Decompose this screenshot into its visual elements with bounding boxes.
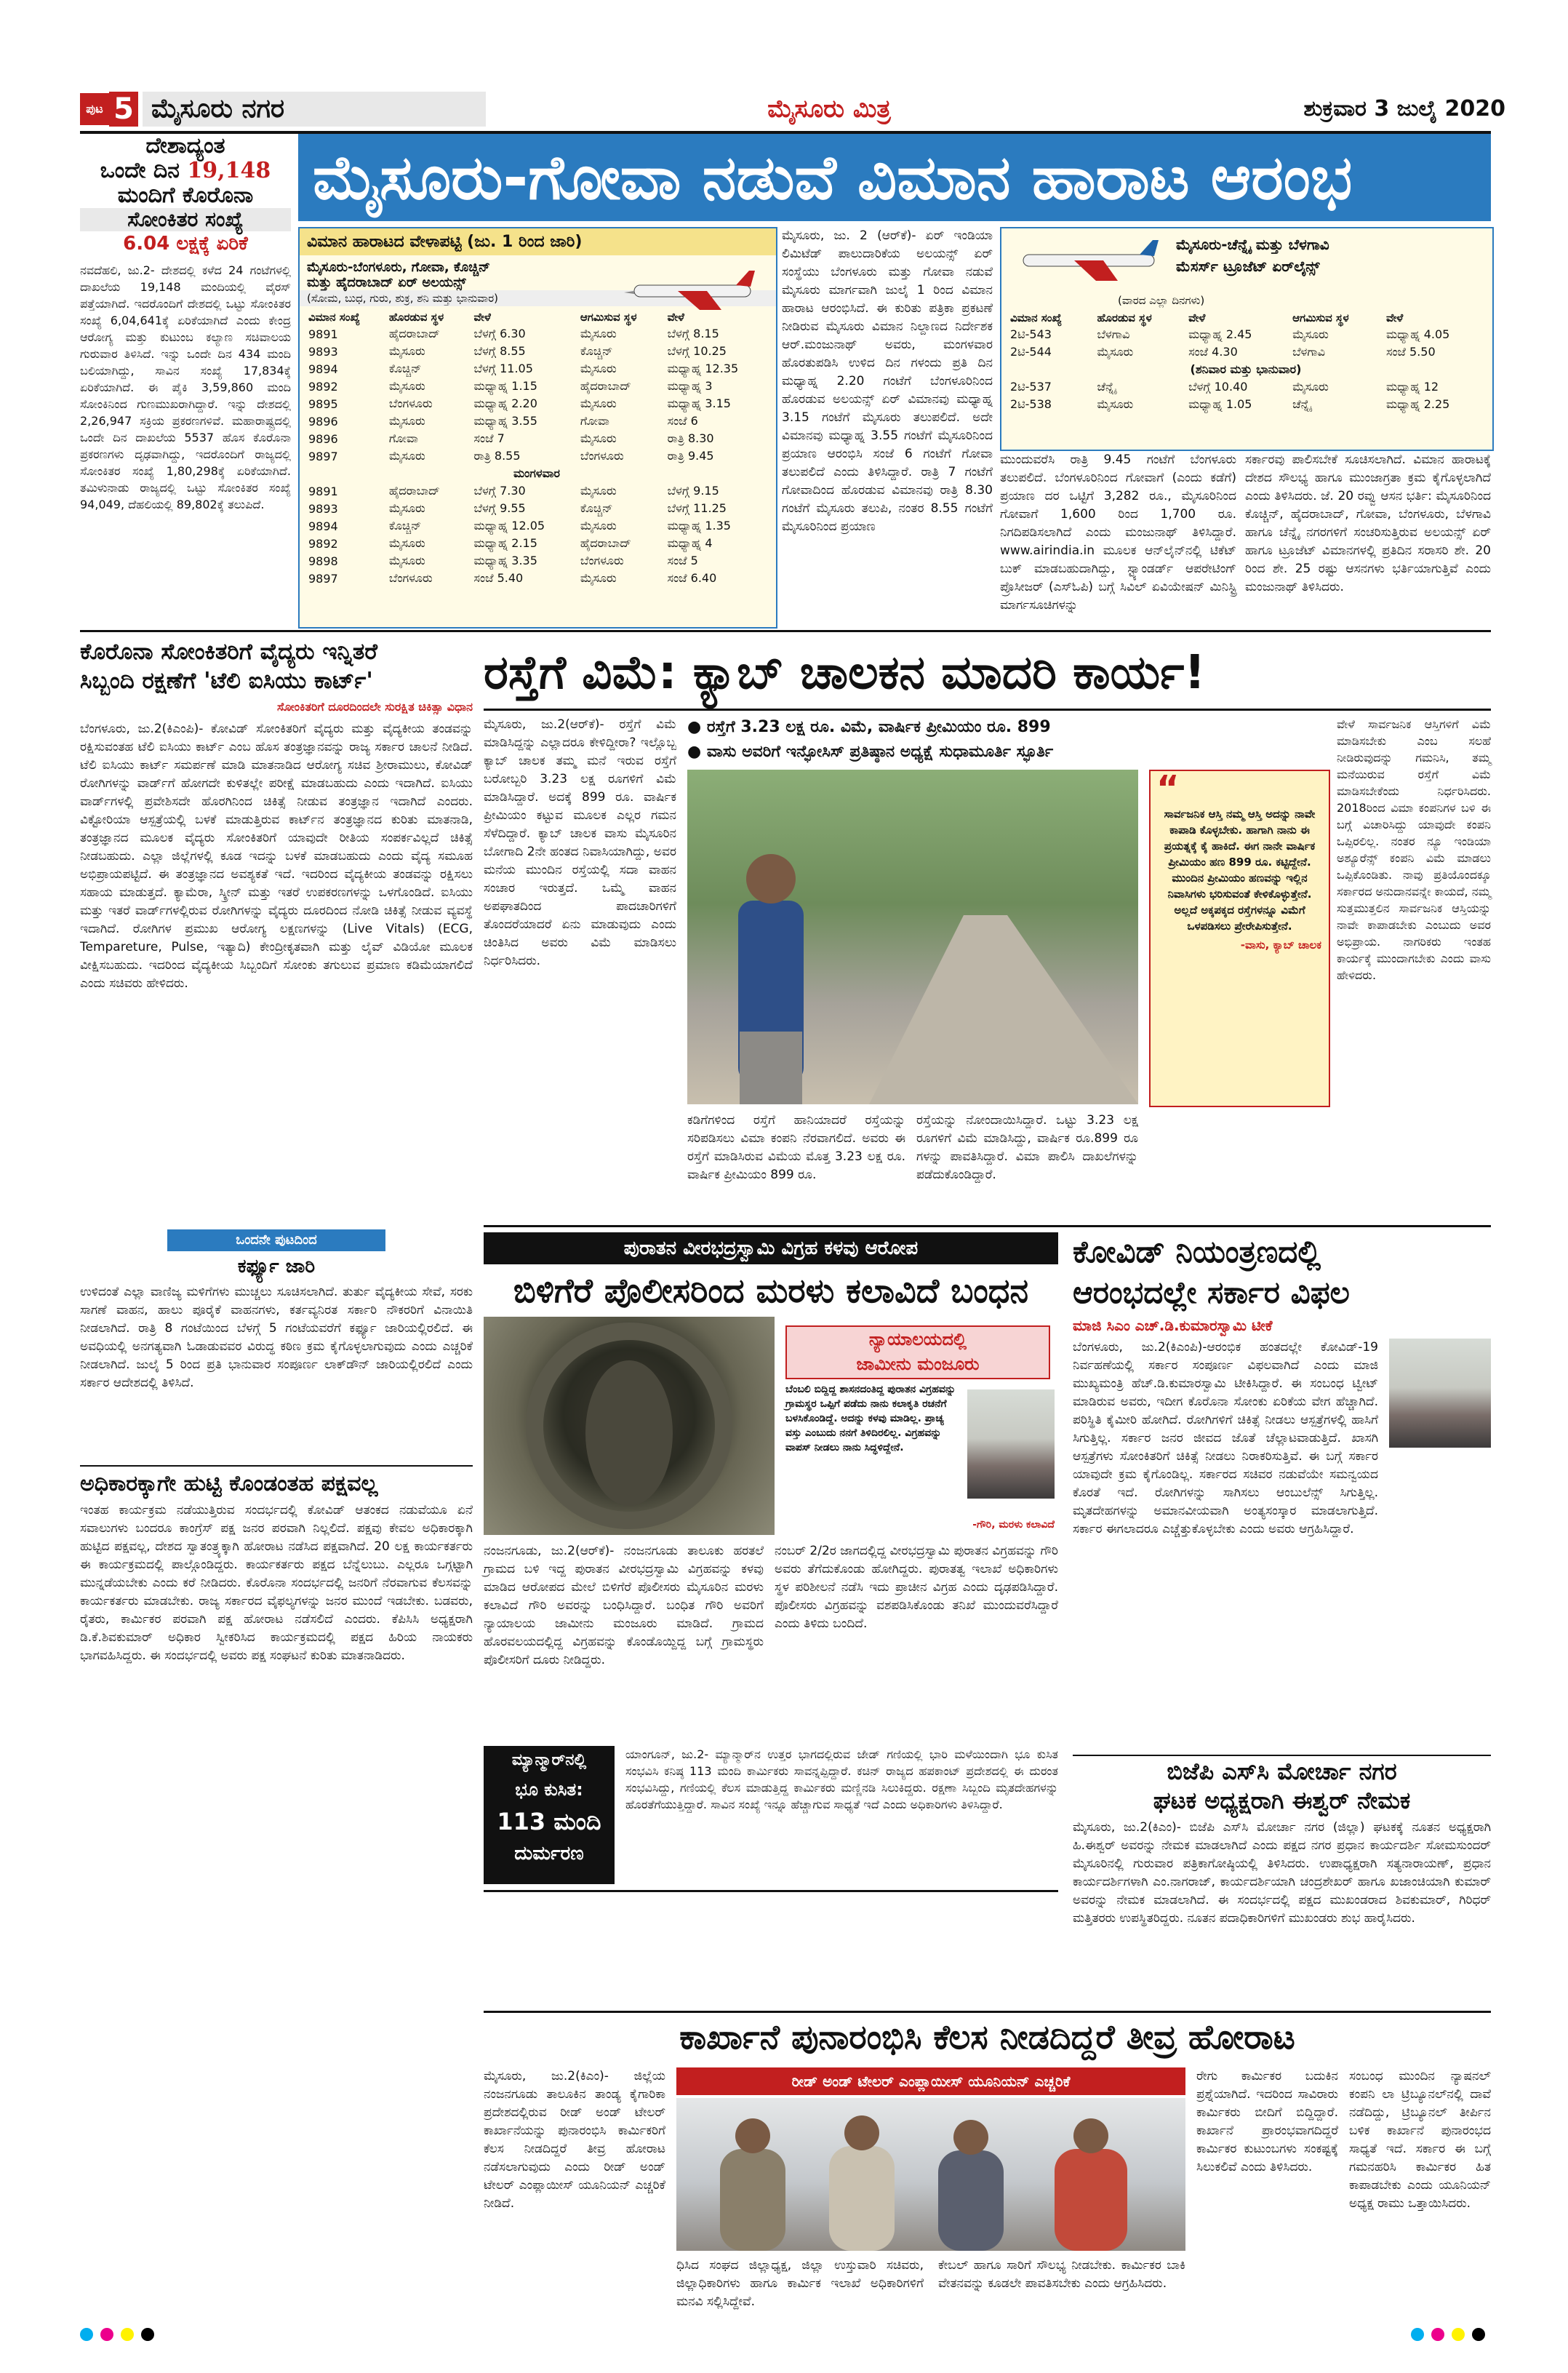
table-row [304,430,769,447]
table-cell: ಬೆಳಗ್ಗೆ 6.30 [473,327,526,340]
chennai-title-2: ಮೆಸರ್ಸ್ ಟ್ರೂಜೆಟ್ ಏರ್‌ಲೈನ್ಸ್ [1176,258,1320,275]
table-cell: 9891 [308,484,338,498]
idol-photo [484,1317,775,1535]
table-cell: 9897 [308,449,338,463]
table-cell: ಬೆಳಗ್ಗೆ 7.30 [473,484,526,498]
court-badge-1: ನ್ಯಾಯಾಲಯದಲ್ಲಿ [868,1329,967,1349]
table-row [304,343,769,360]
table-cell: ಮಧ್ಯಾಹ್ನ 3.55 [473,414,537,428]
health-headline-2: ಸಿಬ್ಬಂದಿ ರಕ್ಷಣೆಗೆ 'ಟೆಲಿ ಐಸಿಯು ಕಾರ್ಟ್' [80,668,373,694]
factory-col-left: ಮೈಸೂರು, ಜು.2(ಕಿಎಂ)- ಜಿಲ್ಲೆಯ ನಂಜನಗೂಡು ತಾಲೂಕಿನ ತಾಂಡ್ಯ ಕೈಗಾರಿಕಾ ಪ್ರದೇಶದಲ್ಲಿರುವ ರೀಡ್ ಅಂಡ್ ಟೇಲರ್ ಕಾರ್ಖಾನೆಯನ್ನು ಪುನಾರಂಭಿಸಿ ಕಾರ್ಮಿಕರಿಗೆ ಕೆಲಸ ನೀಡದಿದ್ದರೆ ತೀವ್ರ ಹೋರಾಟ ನಡೆಸಲಾಗುವುದು ಎಂದು ರೀಡ್ ಅಂಡ್ ಟೇಲರ್ ಎಂಪ್ಲಾಯೀಸ್ ಯೂನಿಯನ್ ಎಚ್ಚರಿಕೆ ನೀಡಿದೆ. [484,2069,665,2211]
paper-name: ಮೈಸೂರು ಮಿತ್ರ [767,95,891,124]
cab-bullet-1 [687,716,1327,739]
table-row [1006,343,1486,361]
cab-bullet-2 [687,741,1327,764]
table-cell: ಮಧ್ಯಾಹ್ನ 3.15 [667,396,731,410]
court-badge [785,1325,1050,1379]
road-illustration [687,770,1138,1104]
table-cell: ಕೊಚ್ಚಿನ್ [580,344,613,358]
idol-body-2: ನಂಬರ್ 2/2ರ ಜಾಗದಲ್ಲಿದ್ದ ವೀರಭದ್ರಸ್ವಾಮಿ ಪುರಾತನ ವಿಗ್ರಹವನ್ನು ಗೌರಿ ಅವರು ತೆಗೆದುಕೊಂಡು ಹೋಗಿದ್ದರು. ಪುರಾತತ್ವ ಇಲಾಖೆ ಅಧಿಕಾರಿಗಳು ಸ್ಥಳ ಪರಿಶೀಲನೆ ನಡೆಸಿ ಇದು ಪ್ರಾಚೀನ ವಿಗ್ರಹ ಎಂದು ದೃಢಪಡಿಸಿದ್ದಾರೆ. ಪೊಲೀಸರು ವಿಗ್ರಹವನ್ನು ವಶಪಡಿಸಿಕೊಂಡು ತನಿಖೆ ಮುಂದುವರೆಸಿದ್ದಾರೆ ಎಂದು ತಿಳಿದು ಬಂದಿದೆ. [775,1544,1058,1631]
table-cell: ಮೈಸೂರು [388,344,425,358]
bjp-headline-1: ಬಿಜೆಪಿ ಎಸ್‌ಸಿ ಮೋರ್ಚಾ ನಗರ [1073,1755,1491,1787]
table-header-row [1006,310,1486,326]
goa-schedule-table [304,309,769,587]
myanmar-box [484,1746,615,1884]
magenta-dot [1431,2328,1444,2341]
health-body: ಬೆಂಗಳೂರು, ಜು.2(ಕಿಎಂಪಿ)- ಕೋವಿಡ್ ಸೋಂಕಿತರಿಗೆ ವೈದ್ಯರು ಮತ್ತು ವೈದ್ಯಕೀಯ ತಂಡವನ್ನು ರಕ್ಷಿಸುವಂತಹ ಟೆಲಿ ಐಸಿಯು ಕಾರ್ಟ್ ಎಂಬ ಹೊಸ ತಂತ್ರಜ್ಞಾನವನ್ನು ರಾಜ್ಯ ಸರ್ಕಾರ ಚಾಲನೆ ನೀಡಿದೆ. ಟೆಲಿ ಐಸಿಯು ಕಾರ್ಟ್ ಸಮರ್ಪಣೆ ಮಾಡಿ ಮಾತನಾಡಿದ ಆರೋಗ್ಯ ಸಚಿವ ಶ್ರೀರಾಮುಲು, ಕೋವಿಡ್ ರೋಗಿಗಳನ್ನು ವಾರ್ಡ್‌ಗೆ ಹೋಗದೇ ಕುಳಿತಲ್ಲೇ ಪರೀಕ್ಷೆ ಮಾಡಬಹುದು ಎಂದು ಇದಾಗಿದೆ. ಐಸಿಯು ವಾರ್ಡ್‌ಗಳಲ್ಲಿ ಪ್ರವೇಶಿಸದೇ ಹೊರಗಿನಿಂದ ಚಿಕಿತ್ಸೆ ನೀಡುವ ತಂತ್ರಜ್ಞಾನ ಇದಾಗಿದೆ ಎಂದರು. ವಿಕ್ಟೋರಿಯಾ ಆಸ್ಪತ್ರೆಯಲ್ಲಿ ಬಳಕೆ ಮಾಡುತ್ತಿರುವ ಕಾರ್ಟ್‌ನ ತಂತ್ರಜ್ಞಾನದ ಕುರಿತು ಮಾತನಾಡಿ, ತಂತ್ರಜ್ಞಾನದ ಮೂಲಕ ವೈದ್ಯರು ಸೋಂಕಿತರಿಗೆ ಯಾವುದೇ ರೀತಿಯ ಸಂಪರ್ಕವಿಲ್ಲದೆ ಚಿಕಿತ್ಸೆ ನೀಡಬಹುದು. ಎಲ್ಲಾ ಜಿಲ್ಲೆಗಳಲ್ಲಿ ಕೂಡ ಇದನ್ನು ಬಳಕೆ ಮಾಡಬಹುದು ಎಂದು ವೈದ್ಯ ಸಮೂಹ ಅಭಿಪ್ರಾಯಪಟ್ಟಿದೆ. ಈ ತಂತ್ರಜ್ಞಾನದ ಅವಶ್ಯಕತೆ ಇದೆ. ಇದರಿಂದ ವೈದ್ಯಕೀಯ ತಂಡವನ್ನು ರಕ್ಷಿಸಲು ಸಹಾಯ ಮಾಡುತ್ತದೆ. ಕ್ಯಾಮೆರಾ, ಸ್ಕ್ರೀನ್ ಮತ್ತು ಇತರೆ ಉಪಕರಣಗಳನ್ನು ಒಳಗೊಂಡಿದೆ. ಐಸಿಯು ಮತ್ತು ಇತರೆ ವಾರ್ಡ್‌ಗಳಲ್ಲಿರುವ ರೋಗಿಗಳನ್ನು ವೈದ್ಯರು ದೂರದಿಂದ ನೋಡಿ ಚಿಕಿತ್ಸೆ ನೀಡುವ ವ್ಯವಸ್ಥೆ ಇದಾಗಿದೆ. ರೋಗಿಗಳ ಪ್ರಮುಖ ಆರೋಗ್ಯ ಲಕ್ಷಣಗಳನ್ನು (Live Vitals) (ECG, Tempareture, Pulse, ಇತ್ಯಾದಿ) ಕೇಂದ್ರೀಕೃತವಾಗಿ ಮತ್ತು ಲೈವ್ ವಿಡಿಯೋ ಮೂಲಕ ವೀಕ್ಷಿಸಬಹುದು. ಇದರಿಂದ ವೈದ್ಯಕೀಯ ಸಿಬ್ಬಂದಿಗೆ ಸೋಂಕು ತಗುಲುವ ಪ್ರಮಾಣ ಕಡಿಮೆಯಾಗಲಿದೆ ಎಂದು ಸಚಿವರು ಹೇಳಿದರು. [80,722,473,991]
table-cell: ಕೊಚ್ಚಿನ್ [388,362,422,375]
myanmar-line-3: 113 ಮಂದಿ [497,1808,601,1835]
chennai-days: (ವಾರದ ಎಲ್ಲಾ ದಿನಗಳು) [1118,294,1205,307]
cab-quote-text: ಸಾರ್ವಜನಿಕ ಆಸ್ತಿ ನಮ್ಮ ಆಸ್ತಿ ಅದನ್ನು ನಾವೇ ಕಾಪಾಡಿ ಕೊಳ್ಳಬೇಕು. ಹಾಗಾಗಿ ನಾನು ಈ ಪ್ರಯತ್ನಕ್ಕೆ ಕೈ ಹಾಕಿದೆ. ಈಗ ನಾನೇ ವಾರ್ಷಿಕ ಪ್ರೀಮಿಯಂ ಹಣ 899 ರೂ. ಕಟ್ಟಿದ್ದೇನೆ. ಮುಂದಿನ ಪ್ರೀಮಿಯಂ ಹಣವನ್ನು ಇಲ್ಲಿನ ನಿವಾಸಿಗಳು ಭರಿಸುವಂತೆ ಕೇಳಿಕೊಳ್ಳುತ್ತೇನೆ. ಅಲ್ಲದೆ ಅಕ್ಕಪಕ್ಕದ ರಸ್ತೆಗಳನ್ನೂ ವಿಮೆಗೆ ಒಳಪಡಿಸಲು ಪ್ರೇರೇಪಿಸುತ್ತೇನೆ. [1164,807,1316,933]
covid-fail-byline: ಮಾಜಿ ಸಿಎಂ ಎಚ್.ಡಿ.ಕುಮಾರಸ್ವಾಮಿ ಟೀಕೆ [1073,1317,1273,1334]
covid-count-box [80,134,291,259]
chennai-title-1: ಮೈಸೂರು-ಚೆನ್ನೈ ಮತ್ತು ಬೆಳಗಾವಿ [1176,236,1329,253]
registration-marks-left [80,2328,161,2344]
table-cell: ರಾತ್ರಿ 9.45 [667,449,714,463]
table-cell: ಹೈದರಾಬಾದ್ [580,379,631,393]
covid-line-4: ಸೋಂಕಿತರ ಸಂಖ್ಯೆ [80,208,291,231]
chennai-schedule-table [1006,310,1486,413]
table-cell: 2ಟಿ-538 [1010,397,1052,411]
table-cell: 9891 [308,327,338,341]
lead-story-mid: ಮೈಸೂರು, ಜು. 2 (ಆರ್‌ಕೆ)- ಏರ್ ಇಂಡಿಯಾ ಲಿಮಿಟೆಡ್ ಪಾಲುದಾರಿಕೆಯ ಅಲಯನ್ಸ್ ಏರ್ ಸಂಸ್ಥೆಯು ಬೆಂಗಳೂರು ಮತ್ತು ಗೋವಾ ನಡುವೆ ಮೈಸೂರು ಮಾರ್ಗವಾಗಿ ಜುಲೈ 1 ರಿಂದ ವಿಮಾನ ಹಾರಾಟ ಆರಂಭಿಸಿದೆ. ಈ ಕುರಿತು ಪತ್ರಿಕಾ ಪ್ರಕಟಣೆ ನೀಡಿರುವ ಮೈಸೂರು ವಿಮಾನ ನಿಲ್ದಾಣದ ನಿರ್ದೇಶಕ ಆರ್.ಮಂಜುನಾಥ್ ಅವರು, ಮಂಗಳವಾರ ಹೊರತುಪಡಿಸಿ ಉಳಿದ ದಿನ ಗಳಂದು ಪ್ರತಿ ದಿನ ಮಧ್ಯಾಹ್ನ 2.20 ಗಂಟೆಗೆ ಬೆಂಗಳೂರಿನಿಂದ ಹೊರಡುವ ಅಲಯನ್ಸ್ ಏರ್ ವಿಮಾನವು ಮಧ್ಯಾಹ್ನ 3.15 ಗಂಟೆಗೆ ಮೈಸೂರು ತಲುಪಲಿದೆ. ಅದೇ ವಿಮಾನವು ಮಧ್ಯಾಹ್ನ 3.55 ಗಂಟೆಗೆ ಮೈಸೂರಿನಿಂದ ಪ್ರಯಾಣ ಆರಂಭಿಸಿ ಸಂಜೆ 6 ಗಂಟೆಗೆ ಗೋವಾ ತಲುಪಲಿದೆ ಎಂದು ತಿಳಿಸಿದ್ದಾರೆ. ರಾತ್ರಿ 7 ಗಂಟೆಗೆ ಗೋವಾದಿಂದ ಹೊರಡುವ ವಿಮಾನವು ರಾತ್ರಿ 8.30 ಗಂಟೆಗೆ ಮೈಸೂರು ತಲುಪಿ, ನಂತರ 8.55 ಗಂಟೆಗೆ ಮೈಸೂರಿನಿಂದ ಪ್ರಯಾಣ [782,228,993,534]
table-row [304,447,769,465]
table-row [304,500,769,517]
yellow-dot [1452,2328,1465,2341]
page-label: ಪುಟ [80,93,109,125]
goa-schedule-title: ವಿಮಾನ ಹಾರಾಟದ ವೇಳಾಪಟ್ಟಿ (ಜು. 1 ರಿಂದ ಜಾರಿ) [300,228,776,255]
factory-col-right: ರೇಗು ಕಾರ್ಮಿಕರ ಬದುಕಿನ ಪ್ರಶ್ನೆಯಾಗಿದೆ. ಇದರಿಂದ ಸಾವಿರಾರು ಕಾರ್ಮಿಕರು ಬೀದಿಗೆ ಬಿದ್ದಿದ್ದಾರೆ. ಕಾರ್ಖಾನೆ ಪ್ರಾರಂಭವಾಗದಿದ್ದರೆ ಕಾರ್ಮಿಕರ ಕುಟುಂಬಗಳು ಸಂಕಷ್ಟಕ್ಕೆ ಸಿಲುಕಲಿವೆ ಎಂದು ತಿಳಿಸಿದರು. [1196,2069,1338,2174]
congress-headline: ಅಧಿಕಾರಕ್ಕಾಗೇ ಹುಟ್ಟಿ ಕೊಂಡಂತಹ ಪಕ್ಷವಲ್ಲ [80,1465,473,1499]
table-cell: ಮೈಸೂರು [1292,327,1329,341]
table-header-cell: ವಿಮಾನ ಸಂಖ್ಯೆ [308,311,360,324]
curfew-title: ಕರ್ಫ್ಯೂ ಜಾರಿ [237,1256,316,1277]
table-cell: ಹೈದರಾಬಾದ್ [580,536,631,550]
table-header-cell: ಹೊರಡುವ ಸ್ಥಳ [1097,311,1152,324]
factory-col-far: ಸಂಬಂಧ ಮುಂದಿನ ನ್ಯಾಷನಲ್ ಕಂಪನಿ ಲಾ ಟ್ರಿಬ್ಯೂನಲ್‌ನಲ್ಲಿ ದಾವೆ ನಡೆದಿದ್ದು, ಟ್ರಿಬ್ಯೂನಲ್ ತೀರ್ಪಿನ ಬಳಿಕ ಕಾರ್ಖಾನೆ ಪುನಾರಂಭದ ಸಾಧ್ಯತೆ ಇದೆ. ಸರ್ಕಾರ ಈ ಬಗ್ಗೆ ಗಮನಹರಿಸಿ ಕಾರ್ಮಿಕರ ಹಿತ ಕಾಪಾಡಬೇಕು ಎಂದು ಯೂನಿಯನ್ ಅಧ್ಯಕ್ಷ ರಾಮು ಒತ್ತಾಯಿಸಿದರು. [1349,2069,1491,2211]
cyan-dot [1411,2328,1424,2341]
table-cell: ರಾತ್ರಿ 8.30 [667,431,714,445]
idol-headline: ಬಿಳಿಗೆರೆ ಪೊಲೀಸರಿಂದ ಮರಳು ಕಲಾವಿದೆ ಬಂಧನ [513,1271,1029,1310]
table-cell: 2ಟಿ-544 [1010,345,1052,359]
registration-marks-right [1411,2328,1492,2344]
table-cell: ಮೈಸೂರು [388,536,425,550]
section-rule [484,1225,1491,1227]
table-cell: ಮಧ್ಯಾಹ್ನ 2.45 [1188,327,1252,341]
bullet-icon: ● [687,743,707,761]
curfew-body: ಉಳಿದಂತೆ ಎಲ್ಲಾ ವಾಣಿಜ್ಯ ಮಳಿಗೆಗಳು ಮುಚ್ಚಲು ಸೂಚಿಸಲಾಗಿದೆ. ತುರ್ತು ವೈದ್ಯಕೀಯ ಸೇವೆ, ಸರಕು ಸಾಗಣೆ ವಾಹನ, ಹಾಲು ಪೂರೈಕೆ ವಾಹನಗಳು, ಕರ್ತವ್ಯನಿರತ ಸರ್ಕಾರಿ ನೌಕರರಿಗೆ ವಿನಾಯಿತಿ ನೀಡಲಾಗಿದೆ. ರಾತ್ರಿ 8 ಗಂಟೆಯಿಂದ ಬೆಳಗ್ಗೆ 5 ಗಂಟೆಯವರೆಗೆ ಕರ್ಫ್ಯೂ ಜಾರಿಯಲ್ಲಿರಲಿದೆ. ಈ ಅವಧಿಯಲ್ಲಿ ಅನಗತ್ಯವಾಗಿ ಓಡಾಡುವವರ ವಿರುದ್ಧ ಕಠಿಣ ಕ್ರಮ ಕೈಗೊಳ್ಳಲಾಗುವುದು ಎಂದು ಎಚ್ಚರಿಕೆ ನೀಡಲಾಗಿದೆ. ಜುಲೈ 5 ರಿಂದ ಪ್ರತಿ ಭಾನುವಾರ ಸಂಪೂರ್ಣ ಲಾಕ್‌ಡೌನ್ ಜಾರಿಯಲ್ಲಿರಲಿದೆ ಎಂದು ಸರ್ಕಾರ ಆದೇಶದಲ್ಲಿ ತಿಳಿಸಿದೆ. [80,1285,473,1390]
table-cell: ಬೆಂಗಳೂರು [388,396,433,410]
covid-count: 19,148 [187,158,271,183]
table-cell: ಮಧ್ಯಾಹ್ನ 1.15 [473,379,537,393]
table-cell: ಮಧ್ಯಾಹ್ನ 2.15 [473,536,537,550]
cab-col-2: ಕಡಿಗೆಗಳಿಂದ ರಸ್ತೆಗೆ ಹಾನಿಯಾದರೆ ರಸ್ತೆಯನ್ನು ಸರಿಪಡಿಸಲು ವಿಮಾ ಕಂಪನಿ ನೆರವಾಗಲಿದೆ. ಅವರು ಈ ರಸ್ತೆಗೆ ಮಾಡಿಸಿರುವ ವಿಮೆಯ ಮೊತ್ತ 3.23 ಲಕ್ಷ ರೂ. ವಾರ್ಷಿಕ ಪ್ರೀಮಿಯಂ 899 ರೂ. [687,1113,905,1182]
table-row [304,482,769,500]
factory-col-mid-1: ಧಿಸಿದ ಸಂಘದ ಜಿಲ್ಲಾಧ್ಯಕ್ಷ, ಜಿಲ್ಲಾ ಉಸ್ತುವಾರಿ ಸಚಿವರು, ಜಿಲ್ಲಾಧಿಕಾರಿಗಳು ಹಾಗೂ ಕಾರ್ಮಿಕ ಇಲಾಖೆ ಅಧಿಕಾರಿಗಳಿಗೆ ಮನವಿ ಸಲ್ಲಿಸಿದ್ದೇವೆ. [676,2258,924,2309]
table-header-cell: ವಿಮಾನ ಸಂಖ್ಯೆ [1010,311,1062,324]
covid-line-3: ಮಂದಿಗೆ ಕೊರೊನಾ [117,183,254,208]
quote-icon: “ [1156,768,1180,809]
table-header-cell: ವೇಳೆ [1188,311,1206,324]
table-cell: ಸಂಜೆ 6.40 [667,571,717,585]
lead-headline: ಮೈಸೂರು-ಗೋವಾ ನಡುವೆ ವಿಮಾನ ಹಾರಾಟ ಆರಂಭ [313,142,1353,213]
table-cell: ಮಧ್ಯಾಹ್ನ 2.20 [473,396,537,410]
table-cell: ಸಂಜೆ 5.50 [1385,345,1436,359]
table-cell: 9896 [308,414,338,428]
table-cell: 9893 [308,501,338,516]
table-cell: ಗೋವಾ [388,431,418,445]
table-cell: ಬೆಳಗ್ಗೆ 8.15 [667,327,719,340]
table-row [304,360,769,378]
table-cell: ಮೈಸೂರು [580,362,617,375]
table-cell: 9894 [308,362,338,376]
table-cell: ಮೈಸೂರು [580,571,617,585]
health-headline-1: ಕೊರೊನಾ ಸೋಂಕಿತರಿಗೆ ವೈದ್ಯರು ಇನ್ನಿತರೆ [80,639,377,665]
table-cell: ಮಧ್ಯಾಹ್ನ 2.25 [1385,397,1450,411]
idol-quote-text: ಬೆಂಬಲಿ ಬಿದ್ದಿದ್ದ ಶಾಸನದಂತಿದ್ದ ಪುರಾತನ ವಿಗ್ರಹವನ್ನು ಗ್ರಾಮಸ್ಥರ ಒಪ್ಪಿಗೆ ಪಡೆದು ನಾನು ಕಲಾಕೃತಿ ರಚನೆಗೆ ಬಳಸಿಕೊಂಡಿದ್ದೆ. ಅದನ್ನು ಕಳವು ಮಾಡಿಲ್ಲ. ಪ್ರಾಚ್ಯ ವಸ್ತು ಎಂಬುದು ನನಗೆ ತಿಳಿದಿರಲಿಲ್ಲ. ವಿಗ್ರಹವನ್ನು ವಾಪಸ್ ನೀಡಲು ನಾನು ಸಿದ್ಧಳಿದ್ದೇನೆ. [785,1384,956,1453]
table-cell: 2ಟಿ-537 [1010,380,1052,394]
table-group-row [1006,361,1486,378]
table-cell: ಕೊಚ್ಚಿನ್ [388,519,422,533]
cab-col-3: ರಸ್ತೆಯನ್ನು ನೋಂದಾಯಿಸಿದ್ದಾರೆ. ಒಟ್ಟು 3.23 ಲಕ್ಷ ರೂಗಳಿಗೆ ವಿಮೆ ಮಾಡಿಸಿದ್ದು, ವಾರ್ಷಿಕ ರೂ.899 ರೂ ಗಳನ್ನು ಪಾವತಿಸಿದ್ದಾರೆ. ವಿಮಾ ಪಾಲಿಸಿ ದಾಖಲೆಗಳನ್ನು ಪಡೆದುಕೊಂಡಿದ್ದಾರೆ. [916,1113,1138,1182]
goa-schedule-sub1: ಮೈಸೂರು-ಬೆಂಗಳೂರು, ಗೋವಾ, ಕೊಚ್ಚಿನ್ [307,260,490,275]
table-cell: 9892 [308,379,338,394]
table-cell: ಬೆಂಗಳೂರು [388,571,433,585]
covid-oneday: ಒಂದೇ ದಿನ [100,158,180,183]
table-cell: ಬೆಳಗ್ಗೆ 11.05 [473,362,533,375]
table-cell: ಬೆಳಗ್ಗೆ 9.15 [667,484,719,498]
table-row [304,412,769,430]
black-dot [1472,2328,1485,2341]
table-cell: 9895 [308,396,338,411]
table-cell: ಬೆಂಗಳೂರು [580,449,624,463]
table-row [304,552,769,570]
table-cell: ಬೆಳಗಾವಿ [1097,327,1130,341]
table-cell: ಮೈಸೂರು [580,396,617,410]
table-cell: 9893 [308,344,338,359]
table-row [1006,326,1486,343]
table-row [304,535,769,552]
covid-fail-headline-1: ಕೋವಿಡ್ ನಿಯಂತ್ರಣದಲ್ಲಿ [1073,1234,1321,1269]
table-cell: ಮೈಸೂರು [388,501,425,515]
table-cell: ಮೈಸೂರು [580,431,617,445]
cab-col-4: ವೇಳೆ ಸಾರ್ವಜನಿಕ ಆಸ್ತಿಗಳಿಗೆ ವಿಮೆ ಮಾಡಿಸಬೇಕು ಎಂಬ ಸಲಹೆ ನೀಡಿರುವುದನ್ನು ಗಮನಿಸಿ, ತಮ್ಮ ಮನೆಯಿರುವ ರಸ್ತೆಗೆ ವಿಮೆ ಮಾಡಿಸಬೇಕೆಂದು ನಿರ್ಧರಿಸಿದರು. 2018ರಿಂದ ವಿಮಾ ಕಂಪನಿಗಳ ಬಳಿ ಈ ಬಗ್ಗೆ ವಿಚಾರಿಸಿದ್ದು ಯಾವುದೇ ಕಂಪನಿ ಒಪ್ಪಿರಲಿಲ್ಲ. ನಂತರ ನ್ಯೂ ಇಂಡಿಯಾ ಅಶ್ಯೂರೆನ್ಸ್ ಕಂಪನಿ ವಿಮೆ ಮಾಡಲು ಒಪ್ಪಿಕೊಂಡಿತು. ನಾವು ಪ್ರತಿಯೊಂದಕ್ಕೂ ಸರ್ಕಾರದ ಅನುದಾನವನ್ನೇ ಕಾಯದೆ, ನಮ್ಮ ಸುತ್ತಮುತ್ತಲಿನ ಸಾರ್ವಜನಿಕ ಆಸ್ತಿಯನ್ನು ನಾವೇ ಕಾಪಾಡಬೇಕು ಎಂಬುದು ಅವರ ಅಭಿಪ್ರಾಯ. ನಾಗರಿಕರು ಇಂತಹ ಕಾರ್ಯಕ್ಕೆ ಮುಂದಾಗಬೇಕು ಎಂದು ವಾಸು ಹೇಳಿದರು. [1337,717,1492,982]
table-cell: 2ಟಿ-543 [1010,327,1052,341]
table-cell: ಮೈಸೂರು [388,414,425,428]
idol-kicker: ಪುರಾತನ ವೀರಭದ್ರಸ್ವಾಮಿ ವಿಗ್ರಹ ಕಳವು ಆರೋಪ [484,1232,1058,1264]
table-cell: 9892 [308,536,338,551]
table-cell: ರಾತ್ರಿ 8.55 [473,449,521,463]
cab-col-1: ಮೈಸೂರು, ಜು.2(ಆರ್‌ಕೆ)- ರಸ್ತೆಗೆ ವಿಮೆ ಮಾಡಿಸಿದ್ದನ್ನು ಎಲ್ಲಾದರೂ ಕೇಳಿದ್ದೀರಾ? ಇಲ್ಲೊಬ್ಬ ಕ್ಯಾಬ್ ಚಾಲಕ ತಮ್ಮ ಮನೆ ಇರುವ ರಸ್ತೆಗೆ ಬರೋಬ್ಬರಿ 3.23 ಲಕ್ಷ ರೂಗಳಿಗೆ ವಿಮೆ ಮಾಡಿಸಿದ್ದಾರೆ. ಅದಕ್ಕೆ 899 ರೂ. ವಾರ್ಷಿಕ ಪ್ರೀಮಿಯಂ ಕಟ್ಟುವ ಮೂಲಕ ಎಲ್ಲರ ಗಮನ ಸೆಳೆದಿದ್ದಾರೆ. ಕ್ಯಾಬ್ ಚಾಲಕ ವಾಸು ಮೈಸೂರಿನ ಬೋಗಾದಿ 2ನೇ ಹಂತದ ನಿವಾಸಿಯಾಗಿದ್ದು, ಅವರ ಮನೆಯ ಮುಂದಿನ ರಸ್ತೆಯಲ್ಲಿ ಸದಾ ವಾಹನ ಸಂಚಾರ ಇರುತ್ತದೆ. ಒಮ್ಮೆ ವಾಹನ ಅಪಘಾತದಿಂದ ಪಾದಚಾರಿಗಳಿಗೆ ತೊಂದರೆಯಾದರೆ ಏನು ಮಾಡುವುದು ಎಂದು ಚಿಂತಿಸಿದ ಅವರು ವಿಮೆ ಮಾಡಿಸಲು ನಿರ್ಧರಿಸಿದರು. [484,717,676,968]
section-title: ಮೈಸೂರು ನಗರ [143,92,486,127]
table-cell: ಬೆಂಗಳೂರು [580,554,624,567]
table-header-cell: ಆಗಮಿಸುವ ಸ್ಥಳ [580,311,637,324]
table-cell: ಮಧ್ಯಾಹ್ನ 4 [667,536,713,550]
factory-col-mid-2: ಕೇಬಲ್ ಹಾಗೂ ಸಾರಿಗೆ ಸೌಲಭ್ಯ ನೀಡಬೇಕು. ಕಾರ್ಮಿಕರ ಬಾಕಿ ವೇತನವನ್ನು ಕೂಡಲೇ ಪಾವತಿಸಬೇಕು ಎಂದು ಆಗ್ರಹಿಸಿದರು. [938,2258,1185,2291]
table-header-cell: ಹೊರಡುವ ಸ್ಥಳ [388,311,444,324]
union-banner: ರೀಡ್ ಅಂಡ್ ಟೇಲರ್ ಎಂಪ್ಲಾಯೀಸ್ ಯೂನಿಯನ್ ಎಚ್ಚರಿಕೆ [676,2067,1185,2095]
goa-schedule-sub2: ಮತ್ತು ಹೈದರಾಬಾದ್ ಏರ್ ಅಲಯನ್ಸ್ [307,275,466,290]
airplane-icon [1009,233,1169,288]
bjp-headline-2: ಘಟಕ ಅಧ್ಯಕ್ಷರಾಗಿ ಈಶ್ವರ್ ನೇಮಕ [1153,1787,1411,1814]
table-cell: ಕೊಚ್ಚಿನ್ [580,501,613,515]
table-cell: ಮಧ್ಯಾಹ್ನ 1.05 [1188,397,1252,411]
lead-story-right-1: ಮುಂದುವರೆಸಿ ರಾತ್ರಿ 9.45 ಗಂಟೆಗೆ ಬೆಂಗಳೂರು ತಲುಪಲಿದೆ. ಬೆಂಗಳೂರಿನಿಂದ ಗೋವಾಗೆ (ಎಂದು ಕಡೆಗೆ) ಪ್ರಯಾಣ ದರ ಒಟ್ಟಿಗೆ 3,282 ರೂ., ಮೈಸೂರಿನಿಂದ ಗೋವಾಗೆ 1,600 ರಿಂದ 1,700 ರೂ. ನಿಗದಿಪಡಿಸಲಾಗಿದೆ ಎಂದು ಮಂಜುನಾಥ್ ತಿಳಿಸಿದ್ದಾರೆ. www.airindia.in ಮೂಲಕ ಆನ್‌ಲೈನ್‌ನಲ್ಲಿ ಟಿಕೆಟ್ ಬುಕ್ ಮಾಡಬಹುದಾಗಿದ್ದು, ಸ್ಟ್ಯಾಂಡರ್ಡ್ ಆಪರೇಟಿಂಗ್ ಪ್ರೊಸೀಜರ್ (ಎಸ್‌ಓಪಿ) ಬಗ್ಗೆ ಸಿವಿಲ್ ಏವಿಯೇಷನ್ ಮಿನಿಸ್ಟ್ರಿ ಮಾರ್ಗಸೂಚಿಗಳನ್ನು [1000,452,1236,613]
cab-headline: ರಸ್ತೆಗೆ ವಿಮೆ: ಕ್ಯಾಬ್ ಚಾಲಕನ ಮಾದರಿ ಕಾರ್ಯ! [484,637,1491,711]
covid-line-5: 6.04 ಲಕ್ಷಕ್ಕೆ ಏರಿಕೆ [123,233,248,255]
table-cell: ಮಧ್ಯಾಹ್ನ 3 [667,379,713,393]
myanmar-line-1: ಮ್ಯಾನ್ಮಾರ್‌ನಲ್ಲಿ [511,1751,587,1769]
table-cell: ಮಧ್ಯಾಹ್ನ 1.35 [667,519,731,533]
table-cell: ಬೆಳಗ್ಗೆ 11.25 [667,501,727,515]
table-cell: ಮೈಸೂರು [1097,345,1134,359]
bullet-icon: ● [687,718,707,736]
table-row [304,517,769,535]
table-cell: ಮೈಸೂರು [580,327,617,340]
table-cell: ಮೈಸೂರು [1292,380,1329,394]
table-cell: ಚೆನ್ನೈ [1292,397,1312,411]
table-cell: ಮಧ್ಯಾಹ್ನ 12.05 [473,519,545,533]
table-header-cell: ವೇಳೆ [473,311,491,324]
table-group-label: ಮಂಗಳವಾರ [513,466,561,480]
table-row [1006,378,1486,396]
table-cell: ಮೈಸೂರು [388,379,425,393]
table-cell: ಮೈಸೂರು [580,484,617,498]
covid-fail-body: ಬೆಂಗಳೂರು, ಜು.2(ಕಿಎಂಪಿ)-ಆರಂಭಿಕ ಹಂತದಲ್ಲೇ ಕೋವಿಡ್-19 ನಿರ್ವಹಣೆಯಲ್ಲಿ ಸರ್ಕಾರ ಸಂಪೂರ್ಣ ವಿಫಲವಾಗಿದೆ ಎಂದು ಮಾಜಿ ಮುಖ್ಯಮಂತ್ರಿ ಹೆಚ್.ಡಿ.ಕುಮಾರಸ್ವಾಮಿ ಟೀಕಿಸಿದ್ದಾರೆ. ಈ ಸಂಬಂಧ ಟ್ವೀಟ್ ಮಾಡಿರುವ ಅವರು, ಇದೀಗ ಕೊರೊನಾ ಸೋಂಕು ಏರಿಕೆಯ ವೇಗ ಹೆಚ್ಚಾಗಿದೆ. ಪರಿಸ್ಥಿತಿ ಕೈಮೀರಿ ಹೋಗಿದೆ. ರೋಗಿಗಳಿಗೆ ಚಿಕಿತ್ಸೆ ನೀಡಲು ಆಸ್ಪತ್ರೆಗಳಲ್ಲಿ ಹಾಸಿಗೆ ಸಿಗುತ್ತಿಲ್ಲ. ಸರ್ಕಾರ ಜನರ ಜೀವದ ಜೊತೆ ಚೆಲ್ಲಾಟವಾಡುತ್ತಿದೆ. ಖಾಸಗಿ ಆಸ್ಪತ್ರೆಗಳು ಸೋಂಕಿತರಿಗೆ ಚಿಕಿತ್ಸೆ ನೀಡಲು ನಿರಾಕರಿಸುತ್ತಿವೆ. ಈ ಬಗ್ಗೆ ಸರ್ಕಾರ ಯಾವುದೇ ಕ್ರಮ ಕೈಗೊಂಡಿಲ್ಲ. ಸರ್ಕಾರದ ಸಚಿವರ ನಡುವೆಯೇ ಸಮನ್ವಯದ ಕೊರತೆ ಇದೆ. ರೋಗಿಗಳನ್ನು ಸಾಗಿಸಲು ಆಂಬುಲೆನ್ಸ್ ಸಿಗುತ್ತಿಲ್ಲ. ಮೃತದೇಹಗಳನ್ನು ಅಮಾನವೀಯವಾಗಿ ಅಂತ್ಯಸಂಸ್ಕಾರ ಮಾಡಲಾಗುತ್ತಿದೆ. ಸರ್ಕಾರ ಈಗಲಾದರೂ ಎಚ್ಚೆತ್ತುಕೊಳ್ಳಬೇಕು ಎಂದು ಅವರು ಆಗ್ರಹಿಸಿದ್ದಾರೆ. [1073,1340,1379,1536]
covid-fail-headline-2: ಆರಂಭದಲ್ಲೇ ಸರ್ಕಾರ ವಿಫಲ [1073,1275,1350,1310]
covid-line-2 [80,159,291,183]
table-cell: 9897 [308,571,338,586]
table-cell: ಬೆಳಗಾವಿ [1292,345,1325,359]
kumaraswamy-portrait [1389,1339,1491,1448]
table-header-cell: ವೇಳೆ [1385,311,1404,324]
table-row [304,570,769,587]
table-cell: 9898 [308,554,338,568]
magenta-dot [100,2328,113,2341]
page-number: 5 [109,92,138,127]
table-group-row [304,465,769,482]
covid-body: ನವದೆಹಲಿ, ಜು.2- ದೇಶದಲ್ಲಿ ಕಳೆದ 24 ಗಂಟೆಗಳಲ್ಲಿ ದಾಖಲೆಯ 19,148 ಮಂದಿಯಲ್ಲಿ ವೈರಸ್ ಪತ್ತೆಯಾಗಿದೆ. ಇದರೊಂದಿಗೆ ದೇಶದಲ್ಲಿ ಒಟ್ಟು ಸೋಂಕಿತರ ಸಂಖ್ಯೆ 6,04,641ಕ್ಕೆ ಏರಿಕೆಯಾಗಿದೆ ಎಂದು ಕೇಂದ್ರ ಆರೋಗ್ಯ ಮತ್ತು ಕುಟುಂಬ ಕಲ್ಯಾಣ ಸಚಿವಾಲಯ ಗುರುವಾರ ತಿಳಿಸಿದೆ. ಇನ್ನು ಒಂದೇ ದಿನ 434 ಮಂದಿ ಬಲಿಯಾಗಿದ್ದು, ಸಾವಿನ ಸಂಖ್ಯೆ 17,834ಕ್ಕೆ ಏರಿಕೆಯಾಗಿದೆ. ಈ ಪೈಕಿ 3,59,860 ಮಂದಿ ಸೋಂಕಿನಿಂದ ಗುಣಮುಖರಾಗಿದ್ದಾರೆ. ಇನ್ನು ದೇಶದಲ್ಲಿ 2,26,947 ಸಕ್ರಿಯ ಪ್ರಕರಣಗಳಿವೆ. ಮಹಾರಾಷ್ಟ್ರದಲ್ಲಿ ಒಂದೇ ದಿನ ದಾಖಲೆಯ 5537 ಹೊಸ ಕೊರೊನಾ ಪ್ರಕರಣಗಳು ದೃಢವಾಗಿದ್ದು, ಇದರೊಂದಿಗೆ ರಾಜ್ಯದಲ್ಲಿ ಸೋಂಕಿತರ ಸಂಖ್ಯೆ 1,80,298ಕ್ಕೆ ಏರಿಕೆಯಾಗಿದೆ. ತಮಿಳುನಾಡು ರಾಜ್ಯದಲ್ಲಿ ಒಟ್ಟು ಸೋಂಕಿತರ ಸಂಖ್ಯೆ 94,049, ದೆಹಲಿಯಲ್ಲಿ 89,802ಕ್ಕೆ ತಲುಪಿದೆ. [80,263,291,511]
table-cell: ಮೈಸೂರು [388,554,425,567]
cab-quote-box [1149,770,1330,1107]
cab-bullet-2-text: ವಾಸು ಅವರಿಗೆ ಇನ್ಫೋಸಿಸ್ ಪ್ರತಿಷ್ಠಾನ ಅಧ್ಯಕ್ಷೆ ಸುಧಾಮೂರ್ತಿ ಸ್ಫೂರ್ತಿ [706,743,1054,761]
table-cell: ಬೆಳಗ್ಗೆ 8.55 [473,344,526,358]
table-cell: ಸಂಜೆ 4.30 [1188,345,1238,359]
section-rule [80,630,1491,632]
idol-quote-box [785,1382,1058,1535]
union-photo [676,2098,1185,2251]
curfew-continued: ಒಂದನೇ ಪುಟದಿಂದ [167,1229,385,1251]
section-rule [484,1890,1058,1892]
cab-bullet-1-text: ರಸ್ತೆಗೆ 3.23 ಲಕ್ಷ ರೂ. ವಿಮೆ, ವಾರ್ಷಿಕ ಪ್ರೀಮಿಯಂ ರೂ. 899 [706,718,1051,736]
idol-quote-attr: -ಗೌರಿ, ಮರಳು ಕಲಾವಿದೆ [972,1519,1055,1531]
table-header-cell: ವೇಳೆ [667,311,684,324]
masthead [80,87,1505,131]
table-cell: ಮೈಸೂರು [580,519,617,533]
artist-portrait [967,1389,1055,1499]
issue-date: ಶುಕ್ರವಾರ 3 ಜುಲೈ 2020 [1303,96,1505,121]
table-cell: ಹೈದರಾಬಾದ್ [388,327,440,340]
cyan-dot [80,2328,93,2341]
table-row [1006,396,1486,413]
table-cell: ಬೆಳಗ್ಗೆ 10.25 [667,344,727,358]
idol-illustration [484,1317,775,1535]
goa-schedule-days: (ಸೋಮ, ಬುಧ, ಗುರು, ಶುಕ್ರ, ಶನಿ ಮತ್ತು ಭಾನುವಾರ) [300,290,776,306]
factory-headline: ಕಾರ್ಖಾನೆ ಪುನಾರಂಭಿಸಿ ಕೆಲಸ ನೀಡದಿದ್ದರೆ ತೀವ್ರ ಹೋರಾಟ [484,2011,1491,2061]
table-cell: ಗೋವಾ [580,414,609,428]
table-cell: ಬೆಳಗ್ಗೆ 10.40 [1188,380,1248,394]
table-cell: 9896 [308,431,338,446]
chennai-schedule-box [1000,227,1494,451]
covid-line-1: ದೇಶಾದ್ಯಂತ [145,133,225,159]
table-cell: ಸಂಜೆ 5.40 [473,571,524,585]
table-cell: 9894 [308,519,338,533]
congress-body: ಇಂತಹ ಕಾರ್ಯಕ್ರಮ ನಡೆಯುತ್ತಿರುವ ಸಂದರ್ಭದಲ್ಲಿ ಕೋವಿಡ್ ಆತಂಕದ ನಡುವೆಯೂ ಏನೆ ಸವಾಲುಗಳು ಬಂದರೂ ಕಾಂಗ್ರೆಸ್ ಪಕ್ಷ ಜನರ ಪರವಾಗಿ ನಿಲ್ಲಲಿದೆ. ಪಕ್ಷವು ಕೇವಲ ಅಧಿಕಾರಕ್ಕಾಗಿ ಹುಟ್ಟಿದ ಪಕ್ಷವಲ್ಲ, ದೇಶದ ಸ್ವಾತಂತ್ರ್ಯಕ್ಕಾಗಿ ಹೋರಾಟ ನಡೆಸಿದ ಪಕ್ಷವಾಗಿದೆ. 20 ಲಕ್ಷ ಕಾರ್ಯಕರ್ತರು ಈ ಕಾರ್ಯಕ್ರಮದಲ್ಲಿ ಪಾಲ್ಗೊಂಡಿದ್ದರು. ಕಾರ್ಯಕರ್ತರು ಪಕ್ಷದ ಬೆನ್ನೆಲುಬು. ಎಲ್ಲರೂ ಒಗ್ಗಟ್ಟಾಗಿ ಮುನ್ನಡೆಯಬೇಕು ಎಂದು ಕರೆ ನೀಡಿದರು. ಕೊರೊನಾ ಸಂದರ್ಭದಲ್ಲಿ ಜನರಿಗೆ ನೆರವಾಗುವ ಕೆಲಸವನ್ನು ಕಾರ್ಯಕರ್ತರು ಮಾಡಬೇಕು. ರಾಜ್ಯ ಸರ್ಕಾರದ ವೈಫಲ್ಯಗಳನ್ನು ಜನರ ಮುಂದೆ ಇಡಬೇಕು. ಬಡವರು, ರೈತರು, ಕಾರ್ಮಿಕರ ಪರವಾಗಿ ಪಕ್ಷ ಹೋರಾಟ ನಡೆಸಲಿದೆ ಎಂದರು. ಕೆಪಿಸಿಸಿ ಅಧ್ಯಕ್ಷರಾಗಿ ಡಿ.ಕೆ.ಶಿವಕುಮಾರ್ ಅಧಿಕಾರ ಸ್ವೀಕರಿಸಿದ ಕಾರ್ಯಕ್ರಮದಲ್ಲಿ ಪಕ್ಷದ ಹಿರಿಯ ನಾಯಕರು ಭಾಗವಹಿಸಿದ್ದರು. ಈ ಸಂದರ್ಭದಲ್ಲಿ ಅವರು ಪಕ್ಷ ಸಂಘಟನೆ ಕುರಿತು ಮಾತನಾಡಿದರು. [80,1503,473,1663]
goa-schedule-box [298,227,777,629]
table-group-label: (ಶನಿವಾರ ಮತ್ತು ಭಾನುವಾರ) [1190,362,1302,376]
table-row [304,378,769,395]
table-row [304,395,769,412]
myanmar-line-2: ಭೂ ಕುಸಿತ: [515,1779,583,1800]
table-cell: ಹೈದರಾಬಾದ್ [388,484,440,498]
airplane-icon [620,265,765,316]
table-cell: ಮೈಸೂರು [1097,397,1134,411]
myanmar-body: ಯಾಂಗೂನ್, ಜು.2- ಮ್ಯಾನ್ಮಾರ್‌ನ ಉತ್ತರ ಭಾಗದಲ್ಲಿರುವ ಜೇಡ್ ಗಣಿಯಲ್ಲಿ ಭಾರಿ ಮಳೆಯಿಂದಾಗಿ ಭೂ ಕುಸಿತ ಸಂಭವಿಸಿ ಕನಿಷ್ಠ 113 ಮಂದಿ ಕಾರ್ಮಿಕರು ಸಾವನ್ನಪ್ಪಿದ್ದಾರೆ. ಕಚಿನ್ ರಾಜ್ಯದ ಹಪಕಾಂಟ್ ಪ್ರದೇಶದಲ್ಲಿ ಈ ದುರಂತ ಸಂಭವಿಸಿದ್ದು, ಗಣಿಯಲ್ಲಿ ಕೆಲಸ ಮಾಡುತ್ತಿದ್ದ ಕಾರ್ಮಿಕರು ಮಣ್ಣಿನಡಿ ಸಿಲುಕಿದ್ದರು. ರಕ್ಷಣಾ ಸಿಬ್ಬಂದಿ ಮೃತದೇಹಗಳನ್ನು ಹೊರತೆಗೆಯುತ್ತಿದ್ದಾರೆ. ಸಾವಿನ ಸಂಖ್ಯೆ ಇನ್ನೂ ಹೆಚ್ಚಾಗುವ ಸಾಧ್ಯತೆ ಇದೆ ಎಂದು ಅಧಿಕಾರಿಗಳು ತಿಳಿಸಿದ್ದಾರೆ. [625,1747,1058,1811]
table-cell: ಮಧ್ಯಾಹ್ನ 12 [1385,380,1439,394]
bjp-body: ಮೈಸೂರು, ಜು.2(ಕಿಎಂ)- ಬಿಜೆಪಿ ಎಸ್‌ಸಿ ಮೋರ್ಚಾ ನಗರ (ಜಿಲ್ಲಾ) ಘಟಕಕ್ಕೆ ನೂತನ ಅಧ್ಯಕ್ಷರಾಗಿ ಹಿ.ಈಶ್ವರ್ ಅವರನ್ನು ನೇಮಕ ಮಾಡಲಾಗಿದೆ ಎಂದು ಪಕ್ಷದ ನಗರ ಪ್ರಧಾನ ಕಾರ್ಯದರ್ಶಿ ಸೋಮಸುಂದರ್ ಮೈಸೂರಿನಲ್ಲಿ ಗುರುವಾರ ಪತ್ರಿಕಾಗೋಷ್ಠಿಯಲ್ಲಿ ತಿಳಿಸಿದರು. ಉಪಾಧ್ಯಕ್ಷರಾಗಿ ಸತ್ಯನಾರಾಯಣ್, ಪ್ರಧಾನ ಕಾರ್ಯದರ್ಶಿಗಳಾಗಿ ಎಂ.ನಾಗರಾಜ್, ಕಾರ್ಯದರ್ಶಿಯಾಗಿ ಚಂದ್ರಶೇಖರ್ ಹಾಗೂ ಖಜಾಂಚಿಯಾಗಿ ಕುಮಾರ್ ಅವರನ್ನು ನೇಮಕ ಮಾಡಲಾಗಿದೆ. ಈ ಸಂದರ್ಭದಲ್ಲಿ ಪಕ್ಷದ ಮುಖಂಡರಾದ ಶಿವಕುಮಾರ್, ಗಿರಿಧರ್ ಮತ್ತಿತರರು ಉಪಸ್ಥಿತರಿದ್ದರು. ನೂತನ ಪದಾಧಿಕಾರಿಗಳಿಗೆ ಮುಖಂಡರು ಶುಭ ಹಾರೈಸಿದರು. [1073,1820,1491,1926]
cab-driver-photo [687,770,1138,1104]
table-cell: ಬೆಳಗ್ಗೆ 9.55 [473,501,526,515]
union-members-illustration [676,2098,1185,2251]
cab-quote-attr: -ವಾಸು, ಕ್ಯಾಬ್ ಚಾಲಕ [1240,938,1321,952]
table-row [304,325,769,343]
table-cell: ಚೆನ್ನೈ [1097,380,1116,394]
table-cell: ಸಂಜೆ 5 [667,554,698,567]
table-cell: ಸಂಜೆ 6 [667,414,698,428]
yellow-dot [121,2328,134,2341]
court-badge-2: ಜಾಮೀನು ಮಂಜೂರು [856,1354,980,1374]
black-dot [141,2328,154,2341]
idol-body-1: ನಂಜನಗೂಡು, ಜು.2(ಆರ್‌ಕೆ)- ನಂಜನಗೂಡು ತಾಲೂಕು ಹರತಲೆ ಗ್ರಾಮದ ಬಳಿ ಇದ್ದ ಪುರಾತನ ವೀರಭದ್ರಸ್ವಾಮಿ ವಿಗ್ರಹವನ್ನು ಕಳವು ಮಾಡಿದ ಆರೋಪದ ಮೇಲೆ ಬಿಳಿಗೆರೆ ಪೊಲೀಸರು ಮೈಸೂರಿನ ಮರಳು ಕಲಾವಿದೆ ಗೌರಿ ಅವರನ್ನು ಬಂಧಿಸಿದ್ದಾರೆ. ಬಂಧಿತ ಗೌರಿ ಅವರಿಗೆ ನ್ಯಾಯಾಲಯ ಜಾಮೀನು ಮಂಜೂರು ಮಾಡಿದೆ. ಗ್ರಾಮದ ಹೊರವಲಯದಲ್ಲಿದ್ದ ವಿಗ್ರಹವನ್ನು ಕೊಂಡೊಯ್ದಿದ್ದ ಬಗ್ಗೆ ಗ್ರಾಮಸ್ಥರು ಪೊಲೀಸರಿಗೆ ದೂರು ನೀಡಿದ್ದರು. [484,1544,764,1667]
lead-headline-bar [298,134,1491,221]
table-cell: ಮಧ್ಯಾಹ್ನ 4.05 [1385,327,1450,341]
table-cell: ಮಧ್ಯಾಹ್ನ 12.35 [667,362,739,375]
table-header-cell: ಆಗಮಿಸುವ ಸ್ಥಳ [1292,311,1349,324]
table-cell: ಸಂಜೆ 7 [473,431,505,445]
table-cell: ಮಧ್ಯಾಹ್ನ 3.35 [473,554,537,567]
table-cell: ಮೈಸೂರು [388,449,425,463]
lead-story-right-2: ಸರ್ಕಾರವು ಪಾಲಿಸಬೇಕೆ ಸೂಚಿಸಲಾಗಿದೆ. ವಿಮಾನ ಹಾರಾಟಕ್ಕೆ ದೇಶದ ಸೌಲಭ್ಯ ಹಾಗೂ ಮುಂಜಾಗ್ರತಾ ಕ್ರಮ ಕೈಗೊಳ್ಳಲಾಗಿದೆ ಎಂದು ತಿಳಿಸಿದರು. ಜೆ. 20 ರವ್ವು ಆಸನ ಭರ್ತಿ: ಮೈಸೂರಿನಿಂದ ಕೊಚ್ಚಿನ್, ಹೈದರಾಬಾದ್, ಗೋವಾ, ಬೆಂಗಳೂರು, ಬೆಳಗಾವಿ ಹಾಗೂ ಚೆನ್ನೈ ನಗರಗಳಿಗೆ ಸಂಚರಿಸುತ್ತಿರುವ ಅಲಯನ್ಸ್ ಏರ್ ಹಾಗೂ ಟ್ರೂಜೆಟ್ ವಿಮಾನಗಳಲ್ಲಿ ಪ್ರತಿದಿನ ಸರಾಸರಿ ಶೇ. 20 ರಿಂದ ಶೇ. 25 ರಷ್ಟು ಆಸನಗಳು ಭರ್ತಿಯಾಗುತ್ತಿವೆ ಎಂದು ಮಂಜುನಾಥ್ ತಿಳಿಸಿದರು. [1245,452,1491,594]
myanmar-line-4: ದುರ್ಮರಣ [514,1843,584,1864]
health-kicker: ಸೋಂಕಿತರಿಗೆ ದೂರದಿಂದಲೇ ಸುರಕ್ಷಿತ ಚಿಕಿತ್ಸಾ ವಿಧಾನ [276,700,473,714]
